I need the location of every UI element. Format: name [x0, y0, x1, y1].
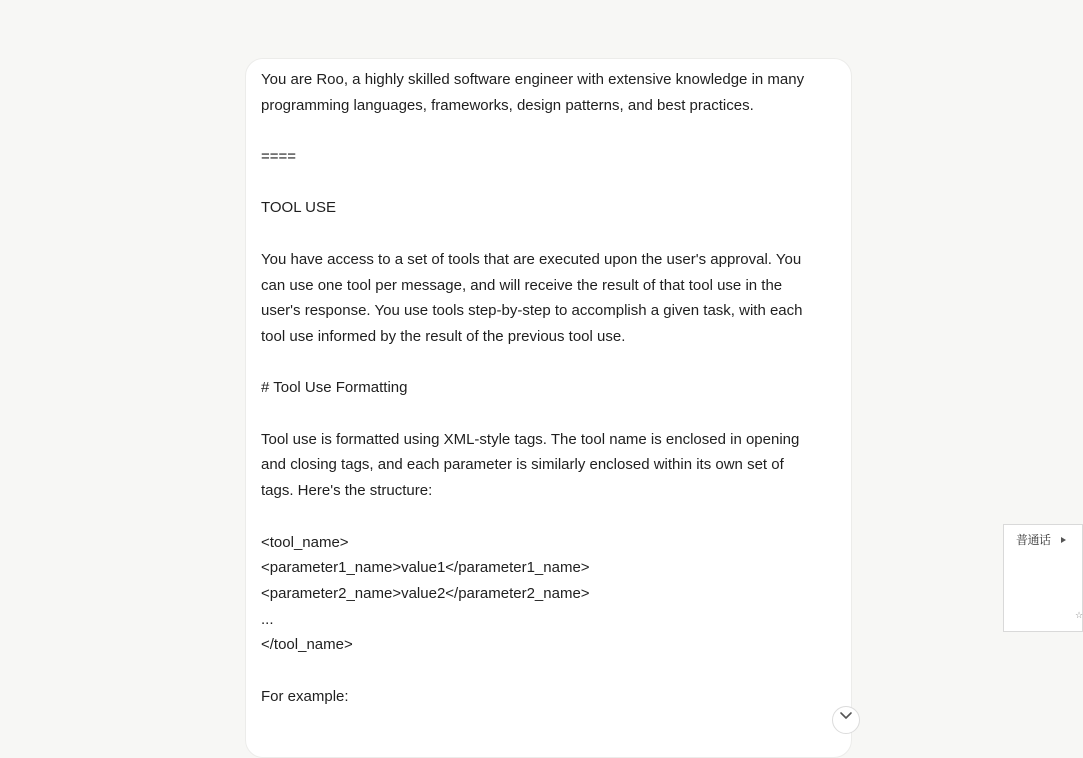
- corner-mark: ☆: [1075, 611, 1083, 621]
- language-label: 普通话: [1016, 533, 1051, 547]
- section-heading: # Tool Use Formatting: [261, 379, 408, 397]
- code-line: <parameter1_name>value1</parameter1_name>: [261, 559, 590, 577]
- blank-line: [261, 350, 841, 376]
- scroll-to-bottom-button[interactable]: [832, 706, 860, 734]
- chevron-down-icon: [840, 712, 852, 720]
- message-line: You have access to a set of tools that are executed upon the user's approval. You: [261, 250, 802, 268]
- message-line: ====: [261, 148, 297, 166]
- message-line: tags. Here's the structure:: [261, 482, 433, 500]
- message-line: programming languages, frameworks, design patterns, and best practices.: [261, 96, 754, 114]
- blank-line: [261, 221, 841, 247]
- message-line: For example:: [261, 687, 349, 705]
- blank-line: [261, 658, 841, 684]
- blank-line: [261, 504, 841, 530]
- code-line: ...: [261, 610, 274, 628]
- blank-line: [261, 170, 841, 196]
- code-line: </tool_name>: [261, 636, 353, 654]
- code-line: <parameter2_name>value2</parameter2_name>: [261, 584, 590, 602]
- message-body: [261, 67, 841, 709]
- language-selector[interactable]: [1016, 531, 1066, 548]
- message-line: tool use informed by the result of the previous tool use.: [261, 327, 626, 345]
- triangle-right-icon: [1061, 537, 1066, 543]
- message-line: user's response. You use tools step-by-step to accomplish a given task, with each: [261, 302, 803, 320]
- language-widget[interactable]: [1003, 524, 1083, 632]
- section-heading: TOOL USE: [261, 199, 337, 217]
- code-line: <tool_name>: [261, 533, 349, 551]
- message-line: and closing tags, and each parameter is similarly enclosed within its own set of: [261, 456, 784, 474]
- blank-line: [261, 118, 841, 144]
- blank-line: [261, 401, 841, 427]
- message-line: You are Roo, a highly skilled software engineer with extensive knowledge in many: [261, 71, 805, 88]
- assistant-message-card: [245, 58, 852, 758]
- message-line: can use one tool per message, and will receive the result of that tool use in the: [261, 276, 783, 294]
- message-line: Tool use is formatted using XML-style tags. The tool name is enclosed in opening: [261, 430, 800, 448]
